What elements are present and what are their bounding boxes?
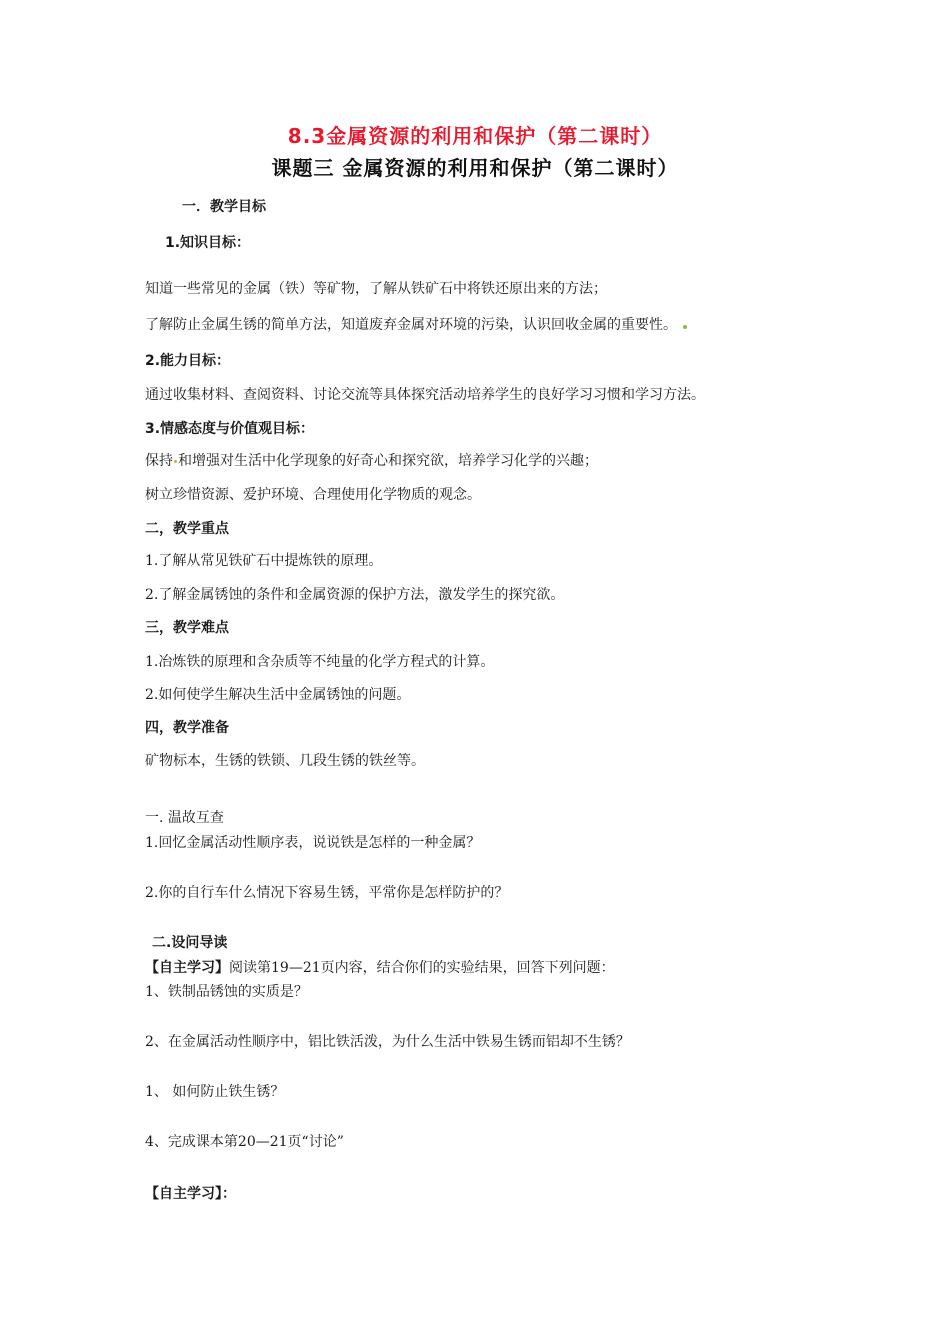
key-point-2: 2.了解金属锈蚀的条件和金属资源的保护方法，激发学生的探究欲。 (145, 587, 565, 603)
knowledge-line-2-text: 了解防止金属生锈的简单方法，知道废弃金属对环境的污染，认识回收金属的重要性。 (145, 317, 677, 333)
guided-question-2: 2、在金属活动性顺序中，铝比铁活泼，为什么生活中铁易生锈而铝却不生锈？ (145, 1034, 630, 1050)
decoration-dot (174, 460, 177, 463)
guided-question-3: 1、 如何防止铁生锈？ (145, 1084, 285, 1100)
review-question-1: 1.回忆金属活动性顺序表，说说铁是怎样的一种金属？ (145, 835, 481, 851)
decoration-dot (683, 325, 687, 329)
knowledge-line-2 (145, 314, 687, 334)
main-title-red: 8.3金属资源的利用和保护（第二课时） (287, 124, 663, 148)
guided-intro (145, 957, 615, 977)
emotion-line-2: 树立珍惜资源、爱护环境、合理使用化学物质的观念。 (145, 487, 481, 503)
review-heading: 一. 温故互查 (145, 810, 224, 826)
key-point-1: 1.了解从常见铁矿石中提炼铁的原理。 (145, 553, 383, 569)
preparation-heading: 四，教学准备 (145, 720, 229, 736)
knowledge-objective-heading: 1.知识目标： (165, 235, 251, 251)
difficulty-1: 1.冶炼铁的原理和含杂质等不纯量的化学方程式的计算。 (145, 654, 495, 670)
difficulties-heading: 三，教学难点 (145, 620, 229, 636)
guided-question-4: 4、完成课本第20—21页“讨论” (145, 1134, 344, 1150)
section-heading-objectives: 一．教学目标 (182, 199, 266, 215)
guided-reading-heading: 二.设问导读 (152, 935, 228, 951)
key-points-heading: 二，教学重点 (145, 521, 229, 537)
preparation-line: 矿物标本，生锈的铁锁、几段生锈的铁丝等。 (145, 753, 425, 769)
review-question-2: 2.你的自行车什么情况下容易生锈，平常你是怎样防护的？ (145, 885, 509, 901)
emotion-objective-heading: 3.情感态度与价值观目标： (145, 421, 315, 437)
main-title: 课题三 金属资源的利用和保护（第二课时） (271, 156, 679, 180)
self-study-label: 【自主学习】 (145, 960, 229, 976)
self-study-heading: 【自主学习】： (145, 1186, 236, 1202)
guided-intro-text: 阅读第19—21页内容，结合你们的实验结果，回答下列问题： (229, 960, 615, 976)
knowledge-line-1: 知道一些常见的金属（铁）等矿物，了解从铁矿石中将铁还原出来的方法； (145, 281, 607, 297)
guided-question-1: 1、铁制品锈蚀的实质是？ (145, 984, 308, 1000)
difficulty-2: 2.如何使学生解决生活中金属锈蚀的问题。 (145, 687, 411, 703)
emotion-line-1a: 保持 (145, 453, 173, 469)
ability-objective-heading: 2.能力目标： (145, 353, 231, 369)
emotion-line-1b: 和增强对生活中化学现象的好奇心和探究欲，培养学习化学的兴趣； (178, 453, 598, 469)
emotion-line-1 (145, 450, 598, 470)
ability-line-1: 通过收集材料、查阅资料、讨论交流等具体探究活动培养学生的良好学习习惯和学习方法。 (145, 387, 705, 403)
